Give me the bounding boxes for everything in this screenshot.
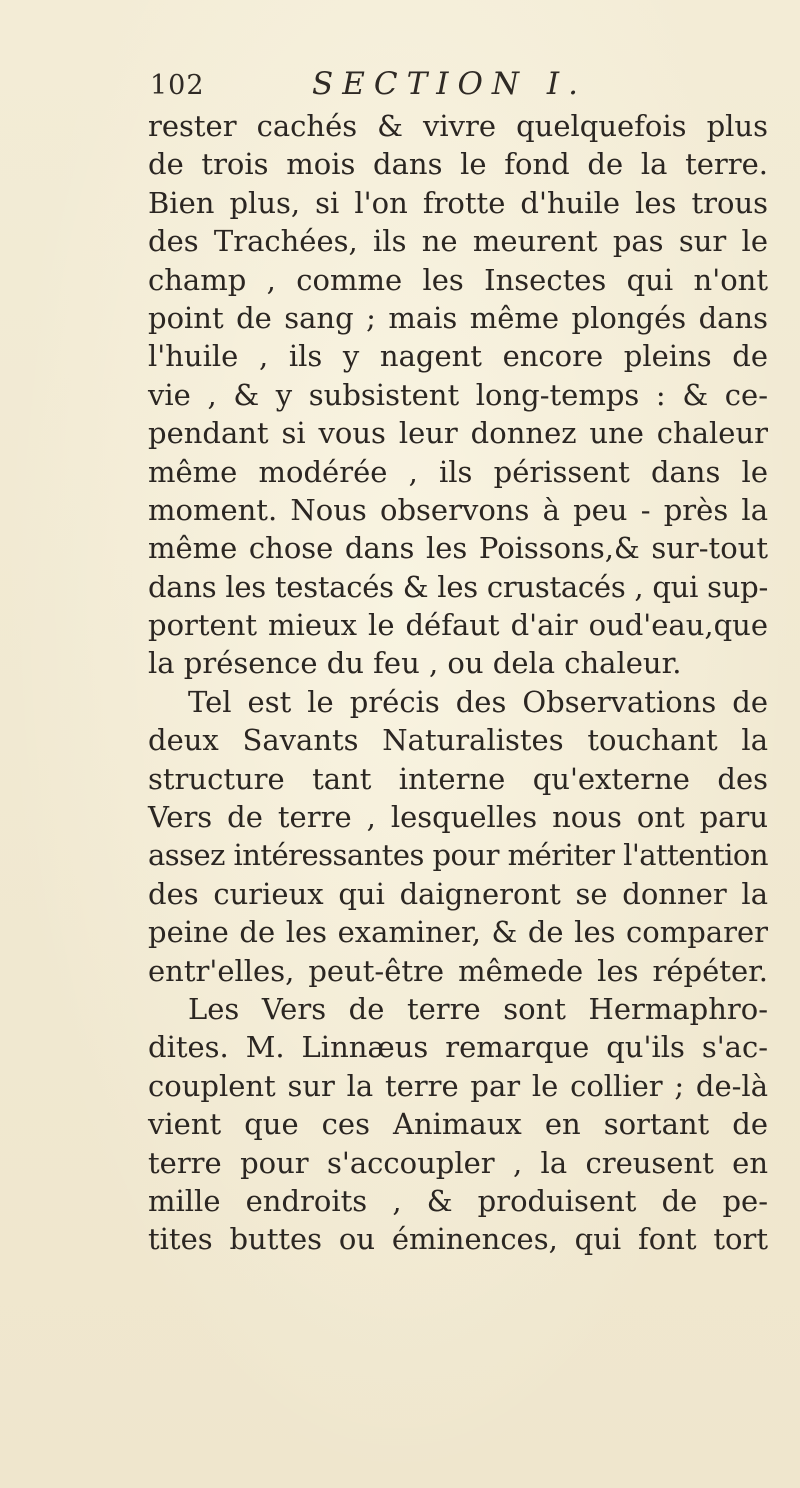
text-line: vie , & y subsistent long-temps : & ce- xyxy=(148,377,768,412)
text-line: structure tant interne qu'externe des xyxy=(148,761,768,796)
page-header xyxy=(150,62,710,102)
text-line: même modérée , ils périssent dans le xyxy=(148,454,768,489)
running-head: SECTION I. xyxy=(312,66,588,102)
text-line: pendant si vous leur donnez une chaleur xyxy=(148,416,768,451)
text-line: rester cachés & vivre quelquefois plus xyxy=(148,109,768,143)
text-line: dites. M. Linnæus remarque qu'ils s'ac- xyxy=(148,1030,768,1065)
text-line: Tel est le précis des Observations de xyxy=(188,684,768,719)
text-line: Les Vers de terre sont Hermaphro- xyxy=(188,991,768,1026)
page-number: 102 xyxy=(150,70,205,101)
text-line: point de sang ; mais même plongés dans xyxy=(148,300,768,335)
text-line: mille endroits , & produisent de pe- xyxy=(148,1183,768,1218)
text-line: assez intéressantes pour mériter l'attention xyxy=(148,838,768,873)
text-line: de trois mois dans le fond de la terre. xyxy=(148,147,768,182)
text-line: champ , comme les Insectes qui n'ont xyxy=(148,262,768,297)
text-line: vient que ces Animaux en sortant de xyxy=(148,1107,768,1142)
text-line: la présence du feu , ou dela chaleur. xyxy=(148,646,682,681)
text-line: dans les testacés & les crustacés , qui sup- xyxy=(148,569,768,604)
text-line: même chose dans les Poissons,& sur-tout xyxy=(148,531,768,566)
text-line: portent mieux le défaut d'air oud'eau,que xyxy=(148,608,768,643)
text-line: l'huile , ils y nagent encore pleins de xyxy=(148,339,768,374)
text-line: terre pour s'accoupler , la creusent en xyxy=(148,1145,768,1180)
text-line: couplent sur la terre par le collier ; de-là xyxy=(148,1068,768,1103)
text-line: des curieux qui daigneront se donner la xyxy=(148,876,768,911)
text-line: tites buttes ou éminences, qui font tort xyxy=(148,1222,768,1257)
text-line: des Trachées, ils ne meurent pas sur le xyxy=(148,224,768,259)
text-line: Bien plus, si l'on frotte d'huile les trous xyxy=(148,185,768,220)
text-line: deux Savants Naturalistes touchant la xyxy=(148,723,768,758)
text-line: moment. Nous observons à peu - près la xyxy=(148,492,768,527)
text-line: Vers de terre , lesquelles nous ont paru xyxy=(148,800,768,835)
text-line: entr'elles, peut-être mêmede les répéter. xyxy=(148,953,768,988)
body-text xyxy=(148,107,768,1259)
text-line: peine de les examiner, & de les comparer xyxy=(148,915,768,950)
